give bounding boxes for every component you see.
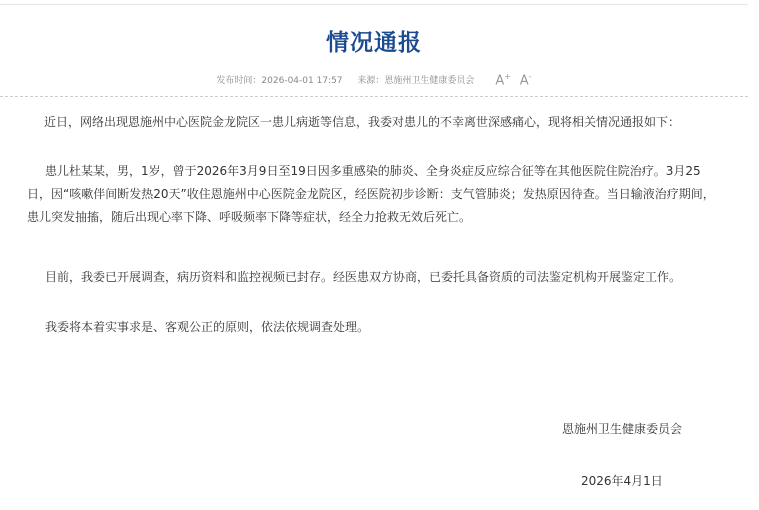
divider xyxy=(0,96,748,97)
paragraph-case: 患儿杜某某，男，1岁，曾于2026年3月9日至19日因多重感染的肺炎、全身炎症反应综合征等在其他医院住院治疗。3月25日，因“咳嗽伴间断发热20天”收住恩施州中心医院金龙院区，经医院初步诊断：支气管肺炎；发热原因待查。当日输液治疗期间，患儿突发抽搐，随后出现心率下降、呼吸频率下降等症状，经全力抢救无效后死亡。 xyxy=(27,164,715,224)
publish-time-label: 发布时间： xyxy=(216,75,262,86)
article-meta xyxy=(0,72,748,88)
paragraph-investigation: 目前，我委已开展调查，病历资料和监控视频已封存。经医患双方协商，已委托具备资质的司法鉴定机构开展鉴定工作。 xyxy=(45,270,682,284)
paragraph-intro: 近日，网络出现恩施州中心医院金龙院区一患儿病逝等信息，我委对患儿的不幸离世深感痛心，现将相关情况通报如下： xyxy=(44,115,681,129)
top-rule xyxy=(0,4,748,5)
publish-time-value: 2026-04-01 17:57 xyxy=(261,75,343,86)
source-label: 来源： xyxy=(357,75,385,86)
paragraph-commitment: 我委将本着实事求是、客观公正的原则，依法依规调查处理。 xyxy=(45,320,370,334)
signature-org: 恩施州卫生健康委员会 xyxy=(562,422,683,436)
page-title: 情况通报 xyxy=(326,30,422,56)
signature-date: 2026年4月1日 xyxy=(581,474,663,488)
source xyxy=(357,76,474,86)
source-value: 恩施州卫生健康委员会 xyxy=(384,75,475,86)
font-increase-button[interactable]: A+ xyxy=(495,72,511,89)
publish-time xyxy=(216,76,342,86)
font-decrease-button[interactable]: A- xyxy=(519,72,532,89)
